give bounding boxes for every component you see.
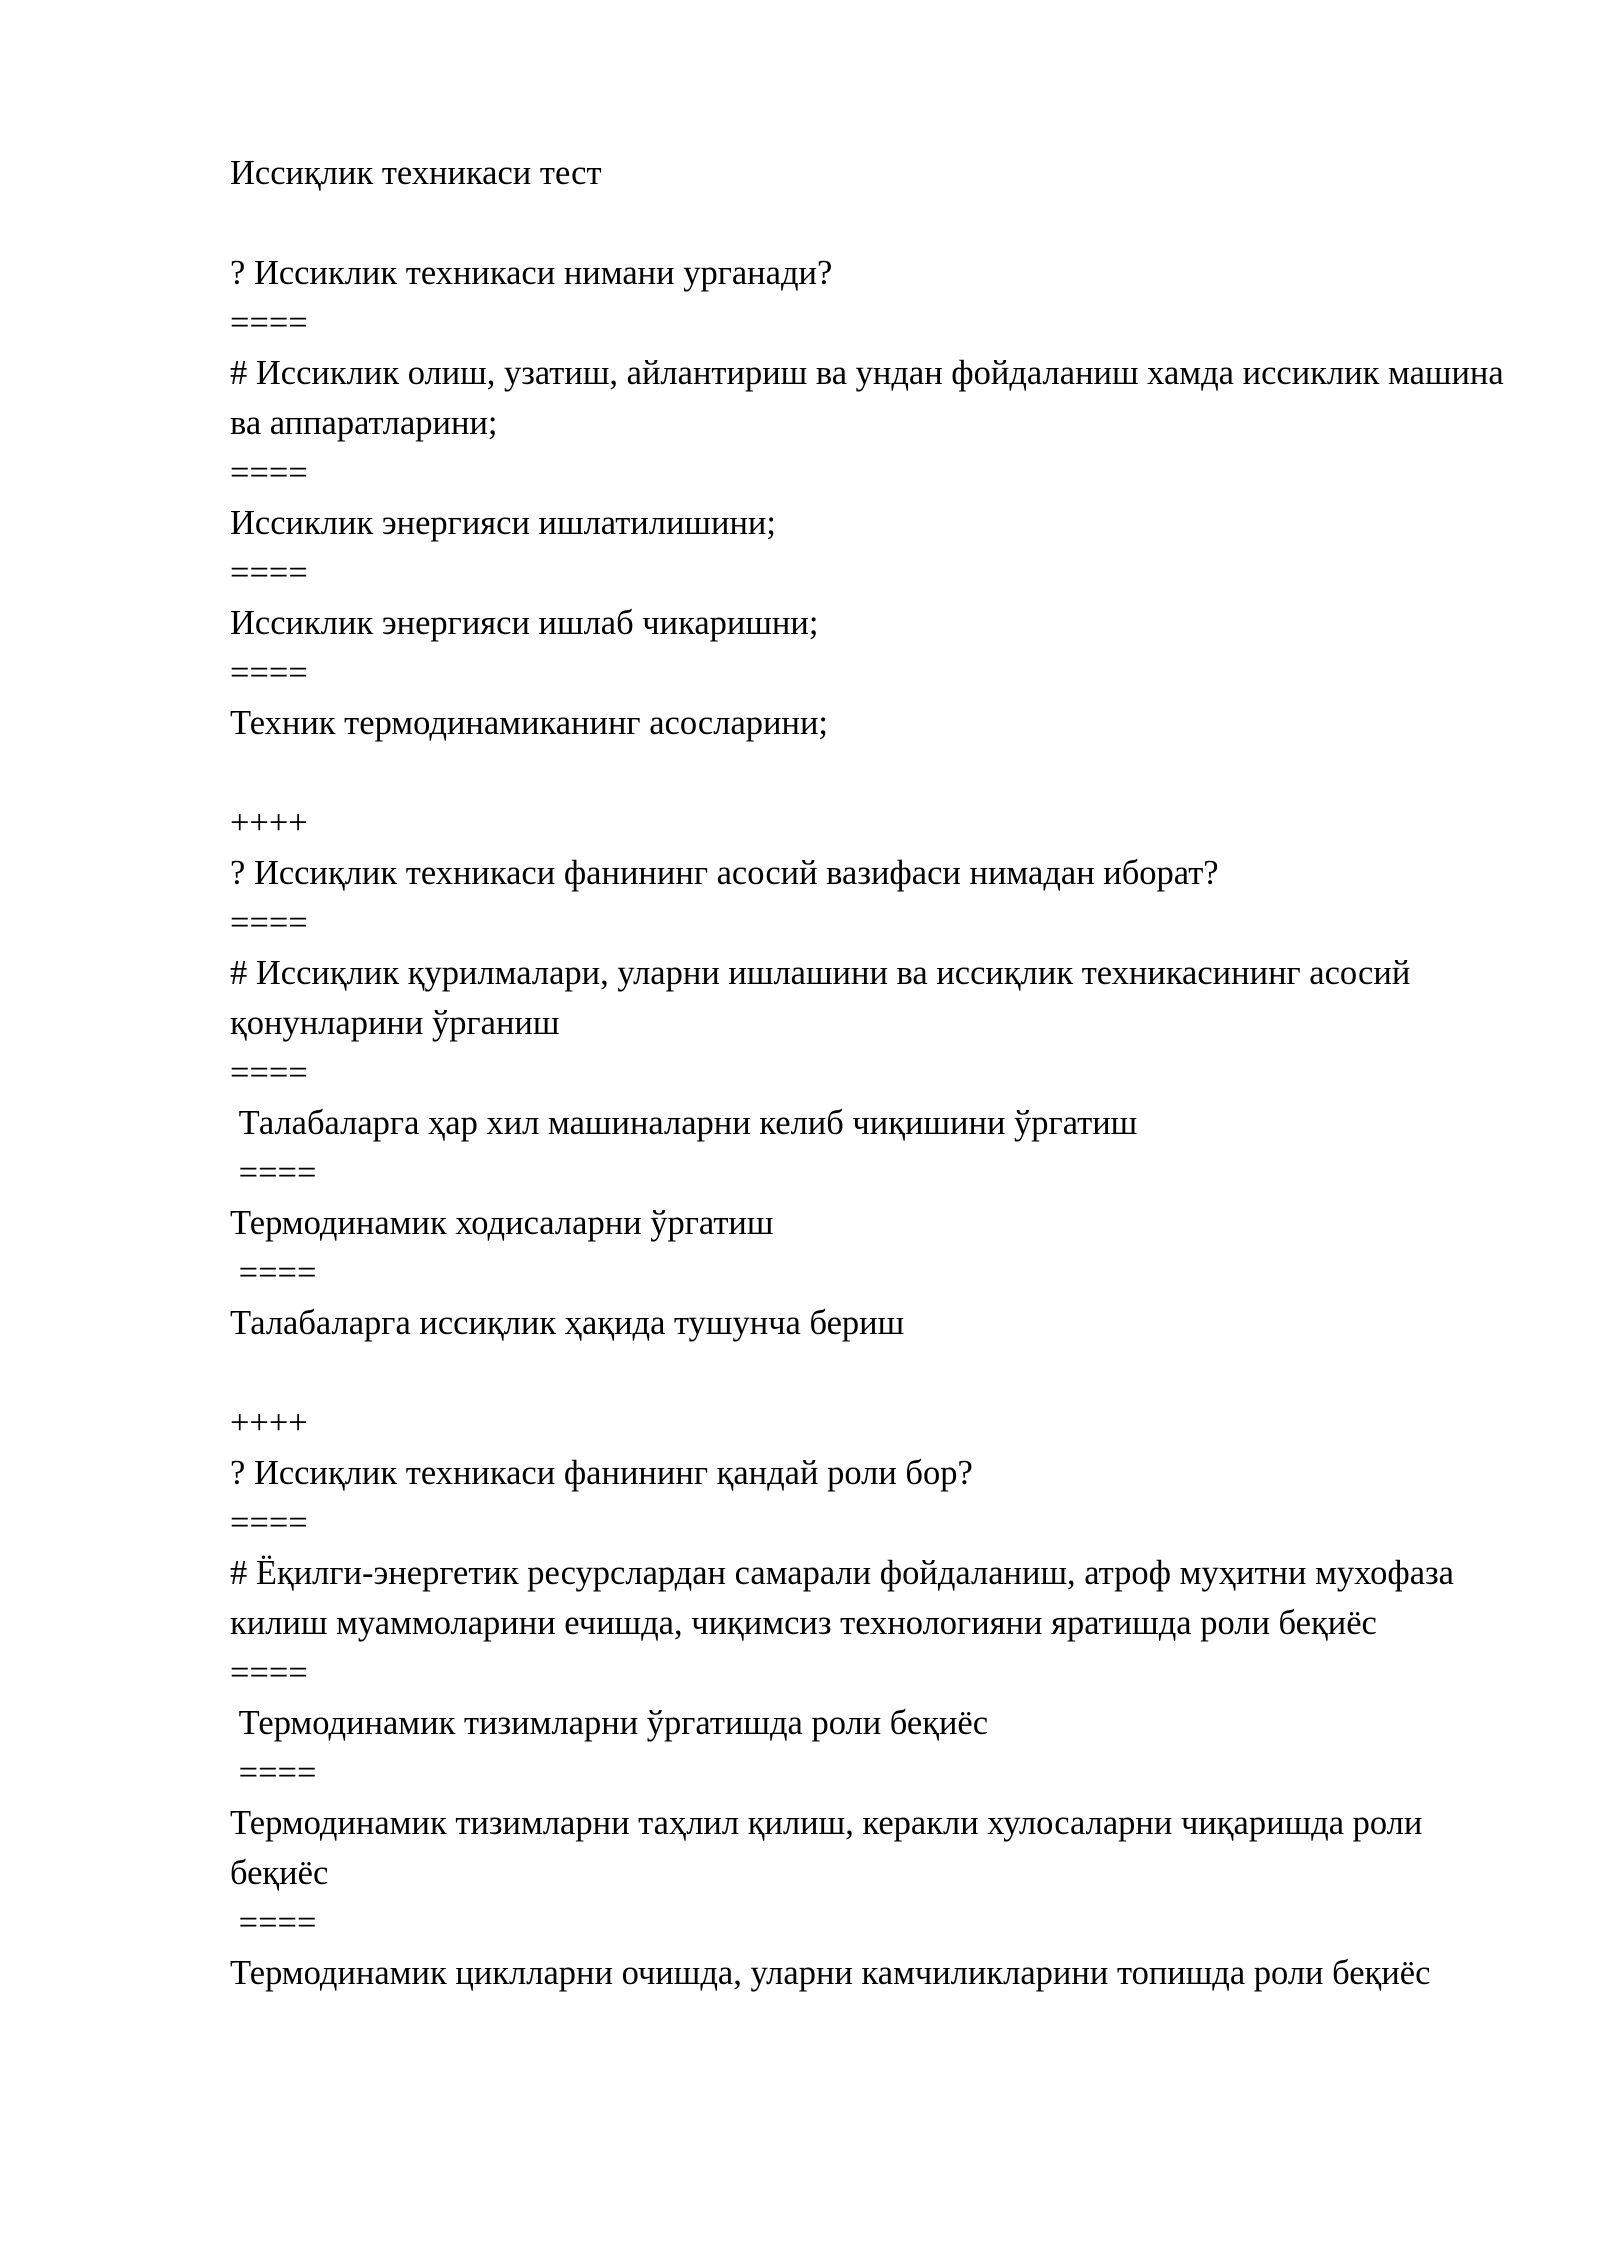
answer-option: Иссиклик энергияси ишлаб чикаришни; (230, 604, 819, 642)
correct-answer: # Иссиқлик қурилмалари, уларни ишлашини ва иссиқлик техникасининг асосий қонунларини ўрганиш (230, 954, 1419, 1042)
separator: ==== (230, 654, 308, 692)
separator: ==== (230, 454, 308, 492)
blank-line (230, 198, 1520, 248)
separator: ==== (230, 1754, 317, 1792)
answer-option: Термодинамик циклларни очишда, уларни камчиликларини топишда роли беқиёс (230, 1954, 1431, 1992)
correct-answer: # Иссиклик олиш, узатиш, айлантириш ва ундан фойдаланиш хамда иссиклик машина ва аппаратларини; (230, 354, 1513, 442)
answer-option: Техник термодинамиканинг асосларини; (230, 704, 828, 742)
separator: ==== (230, 554, 308, 592)
correct-answer: # Ёқилги-энергетик ресурслардан самарали фойдаланиш, атроф муҳитни мухофаза килиш муаммоларини ечишда, чиқимсиз технологияни яратишда роли беқиёс (230, 1554, 1463, 1642)
blank-line (230, 748, 1520, 798)
answer-option: Иссиклик энергияси ишлатилишини; (230, 504, 776, 542)
question-divider: ++++ (230, 804, 308, 842)
question-block-1 (230, 248, 1520, 748)
document-page (230, 148, 1520, 1998)
answer-option: Термодинамик тизимларни ўргатишда роли беқиёс (230, 1704, 989, 1742)
answer-option: Талабаларга ҳар хил машиналарни келиб чиқишини ўргатиш (230, 1104, 1138, 1142)
separator: ==== (230, 304, 308, 342)
question-block-3 (230, 1398, 1520, 1998)
answer-option: Талабаларга иссиқлик ҳақида тушунча бериш (230, 1304, 905, 1342)
separator: ==== (230, 1504, 308, 1542)
separator: ==== (230, 1054, 308, 1092)
document-title: Иссиқлик техникаси тест (230, 154, 602, 192)
question-text: ? Иссиқлик техникаси фанининг қандай роли бор? (230, 1454, 973, 1492)
answer-option: Термодинамик тизимларни таҳлил қилиш, керакли хулосаларни чиқаришда роли беқиёс (230, 1804, 1431, 1892)
question-text: ? Иссиклик техникаси нимани урганади? (230, 254, 833, 292)
separator: ==== (230, 1154, 317, 1192)
question-divider: ++++ (230, 1404, 308, 1442)
answer-option: Термодинамик ходисаларни ўргатиш (230, 1204, 774, 1242)
question-text: ? Иссиқлик техникаси фанининг асосий вазифаси нимадан иборат? (230, 854, 1219, 892)
separator: ==== (230, 1904, 317, 1942)
separator: ==== (230, 1254, 317, 1292)
blank-line (230, 1348, 1520, 1398)
question-block-2 (230, 798, 1520, 1348)
separator: ==== (230, 904, 308, 942)
separator: ==== (230, 1654, 308, 1692)
